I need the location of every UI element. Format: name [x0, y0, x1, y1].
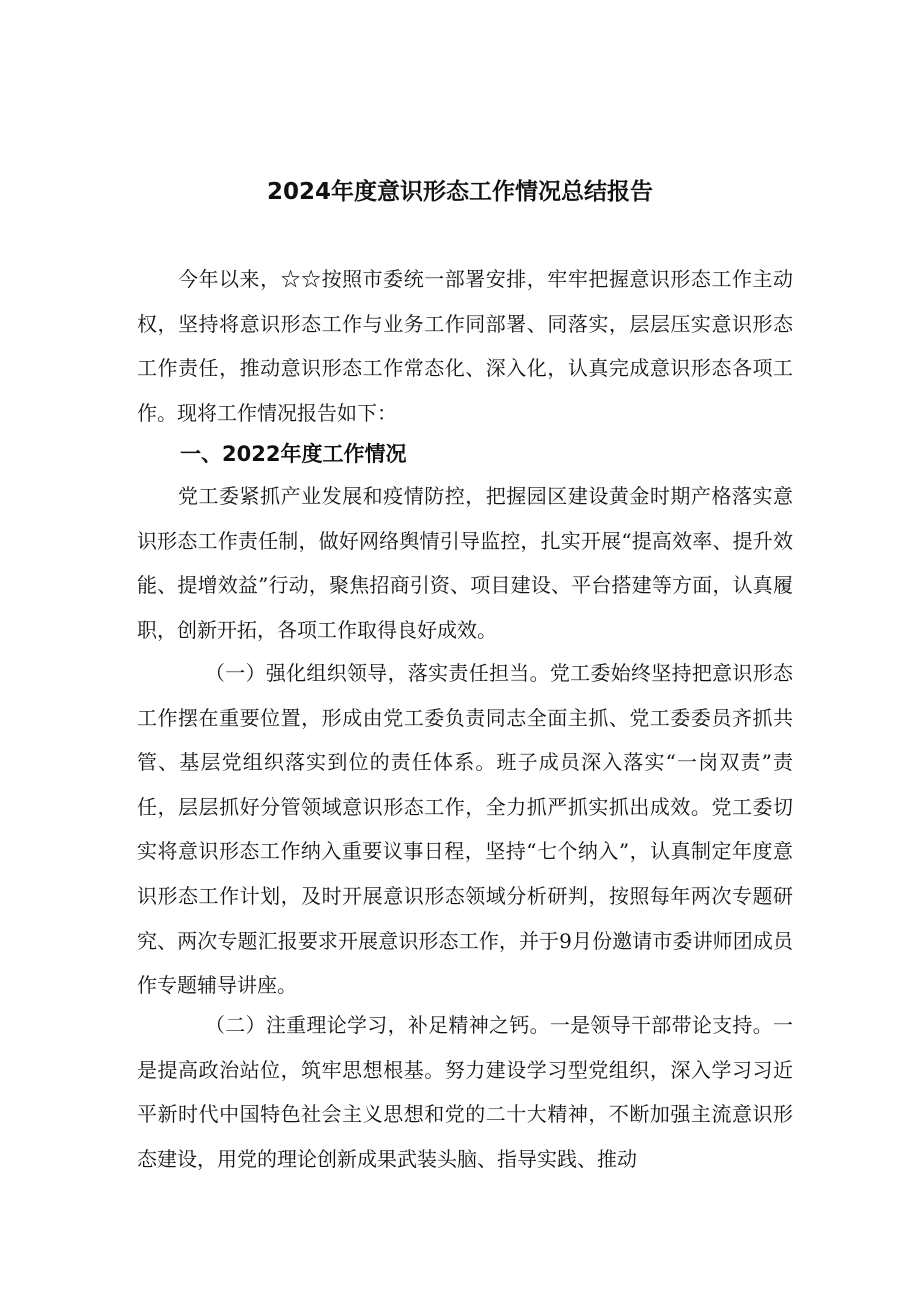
section-heading: 一、2022年度工作情况 [180, 442, 407, 466]
section-paragraph-theory: （二）注重理论学习，补足精神之钙。一是领导干部带论支持。一是提高政治站位，筑牢思想根基。努力建设学习型党组织，深入学习习近平新时代中国特色社会主义思想和党的二十大精神，不断加强主流意识形态建设，用党的理论创新成果武装头脑、指导实践、推动 [137, 1013, 793, 1171]
section-paragraph-organization: （一）强化组织领导，落实责任担当。党工委始终坚持把意识形态工作摆在重要位置，形成由党工委负责同志全面主抓、党工委委员齐抓共管、基层党组织落实到位的责任体系。班子成员深入落实“一岗双责”责任，层层抓好分管领域意识形态工作，全力抓严抓实抓出成效。党工委切实将意识形态工作纳入重要议事日程，坚持“七个纳入”，认真制定年度意识形态工作计划，及时开展意识形态领域分析研判，按照每年两次专题研究、两次专题汇报要求开展意识形态工作，并于9月份邀请市委讲师团成员作专题辅导讲座。 [137, 661, 793, 998]
document-title: 2024年度意识形态工作情况总结报告 [266, 179, 653, 205]
intro-paragraph: 今年以来，☆☆按照市委统一部署安排，牢牢把握意识形态工作主动权，坚持将意识形态工作与业务工作同部署、同落实，层层压实意识形态工作责任，推动意识形态工作常态化、深入化，认真完成意识形态各项工作。现将工作情况报告如下： [137, 267, 793, 425]
section-paragraph-overview: 党工委紧抓产业发展和疫情防控，把握园区建设黄金时期产格落实意识形态工作责任制，做好网络舆情引导监控，扎实开展“提高效率、提升效能、提增效益”行动，聚焦招商引资、项目建设、平台搭建等方面，认真履职，创新开拓，各项工作取得良好成效。 [137, 484, 793, 642]
